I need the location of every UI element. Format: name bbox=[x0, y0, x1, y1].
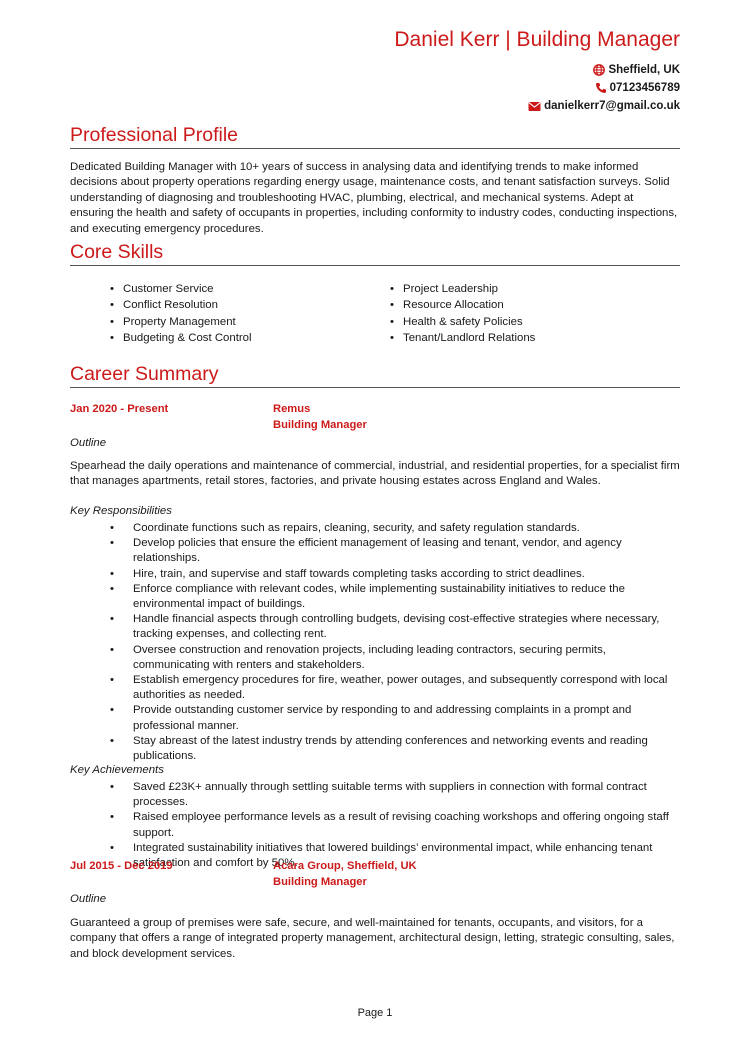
skill-item: • Property Management bbox=[110, 314, 390, 330]
skill-item: • Budgeting & Cost Control bbox=[110, 330, 390, 346]
achievements-label: Key Achievements bbox=[70, 764, 164, 776]
responsibilities-list bbox=[110, 521, 680, 764]
skills-list bbox=[110, 281, 670, 346]
page-number: Page 1 bbox=[357, 1007, 393, 1019]
resume-page bbox=[70, 0, 680, 1061]
list-item: • Establish emergency procedures for fire, weather, power outages, and subsequently correspond with local authorities as needed. bbox=[110, 673, 680, 703]
list-item: • Enforce compliance with relevant codes, while implementing sustainability initiatives to reduce the environmental impact of buildings. bbox=[110, 582, 680, 612]
list-item: • Provide outstanding customer service by responding to and addressing complaints in a prompt and professional manner. bbox=[110, 703, 680, 733]
list-item: • Hire, train, and supervise and staff towards completing tasks according to strict deadlines. bbox=[110, 567, 680, 582]
phone-icon bbox=[595, 82, 607, 94]
job-employer bbox=[273, 859, 417, 890]
job-outline: Guaranteed a group of premises were safe, secure, and well-maintained for tenants, occupants, and visitors, for a company that offers a range of integrated property management, architectural design, letting, strategic consulting, sales, and block development services. bbox=[70, 917, 675, 960]
job-company: Acara Group, Sheffield, UK bbox=[273, 860, 417, 872]
skill-item: • Conflict Resolution bbox=[110, 297, 390, 313]
job-company: Remus bbox=[273, 403, 311, 415]
achievements-list bbox=[110, 780, 680, 871]
list-item: • Develop policies that ensure the efficient management of leasing and tenant, vendor, and agency relationships. bbox=[110, 536, 680, 566]
career-heading: Career Summary bbox=[70, 363, 680, 388]
email-text: danielkerr7@gmail.co.uk bbox=[544, 100, 680, 112]
location-text: Sheffield, UK bbox=[608, 64, 680, 76]
candidate-name-title: Daniel Kerr | Building Manager bbox=[394, 28, 680, 51]
skills-heading: Core Skills bbox=[70, 241, 680, 266]
skill-item: • Resource Allocation bbox=[390, 297, 670, 313]
list-item: • Raised employee performance levels as a result of revising coaching workshops and offering ongoing staff support. bbox=[110, 810, 680, 840]
contact-phone bbox=[595, 82, 680, 94]
outline-label: Outline bbox=[70, 437, 107, 449]
job-role: Building Manager bbox=[273, 418, 367, 431]
envelope-icon bbox=[528, 101, 541, 112]
list-item: • Integrated sustainability initiatives that lowered buildings’ environmental impact, while enhancing tenant satisfaction and comfort by 50%. bbox=[110, 841, 680, 871]
job-employer bbox=[273, 402, 367, 433]
skill-item: • Customer Service bbox=[110, 281, 390, 297]
job-dates: Jan 2020 - Present bbox=[70, 403, 169, 415]
list-item: • Stay abreast of the latest industry trends by attending conferences and networking events and reading publications. bbox=[110, 734, 680, 764]
list-item: • Coordinate functions such as repairs, cleaning, security, and safety regulation standards. bbox=[110, 521, 680, 536]
list-item: • Handle financial aspects through controlling budgets, devising cost-effective strategies where necessary, tracking expenses, and collecting rent. bbox=[110, 612, 680, 642]
list-item: • Saved £23K+ annually through settling suitable terms with suppliers in connection with formal contract processes. bbox=[110, 780, 680, 810]
job-dates: Jul 2015 - Dec 2019 bbox=[70, 860, 173, 872]
profile-heading: Professional Profile bbox=[70, 124, 680, 149]
skill-item: • Tenant/Landlord Relations bbox=[390, 330, 670, 346]
responsibilities-label: Key Responsibilities bbox=[70, 505, 172, 517]
globe-icon bbox=[593, 64, 605, 76]
profile-text: Dedicated Building Manager with 10+ years of success in analysing data and identifying trends to make informed decisions about property operations regarding energy usage, maintenance costs, and tenant satisfaction surveys. Solid understanding of diagnosing and troubleshooting HVAC, plumbing, electrical, and mechanical systems. Adept at ensuring the health and safety of occupants in properties, including conformity to industry codes, conducting inspections, and executing emergency procedures. bbox=[70, 161, 678, 235]
skill-item: • Project Leadership bbox=[390, 281, 670, 297]
skills-column-left bbox=[110, 281, 390, 346]
skills-column-right bbox=[390, 281, 670, 346]
skill-item: • Health & safety Policies bbox=[390, 314, 670, 330]
job-outline: Spearhead the daily operations and maintenance of commercial, industrial, and residential properties, for a specialist firm that manages apartments, retail stores, factories, and private housing estates across England and Wales. bbox=[70, 460, 680, 488]
contact-email bbox=[528, 100, 680, 112]
list-item: • Oversee construction and renovation projects, including leading contractors, securing permits, communicating with renters and stakeholders. bbox=[110, 643, 680, 673]
outline-label: Outline bbox=[70, 893, 107, 905]
contact-location bbox=[593, 64, 680, 76]
job-role: Building Manager bbox=[273, 875, 367, 888]
phone-text: 07123456789 bbox=[609, 82, 680, 94]
